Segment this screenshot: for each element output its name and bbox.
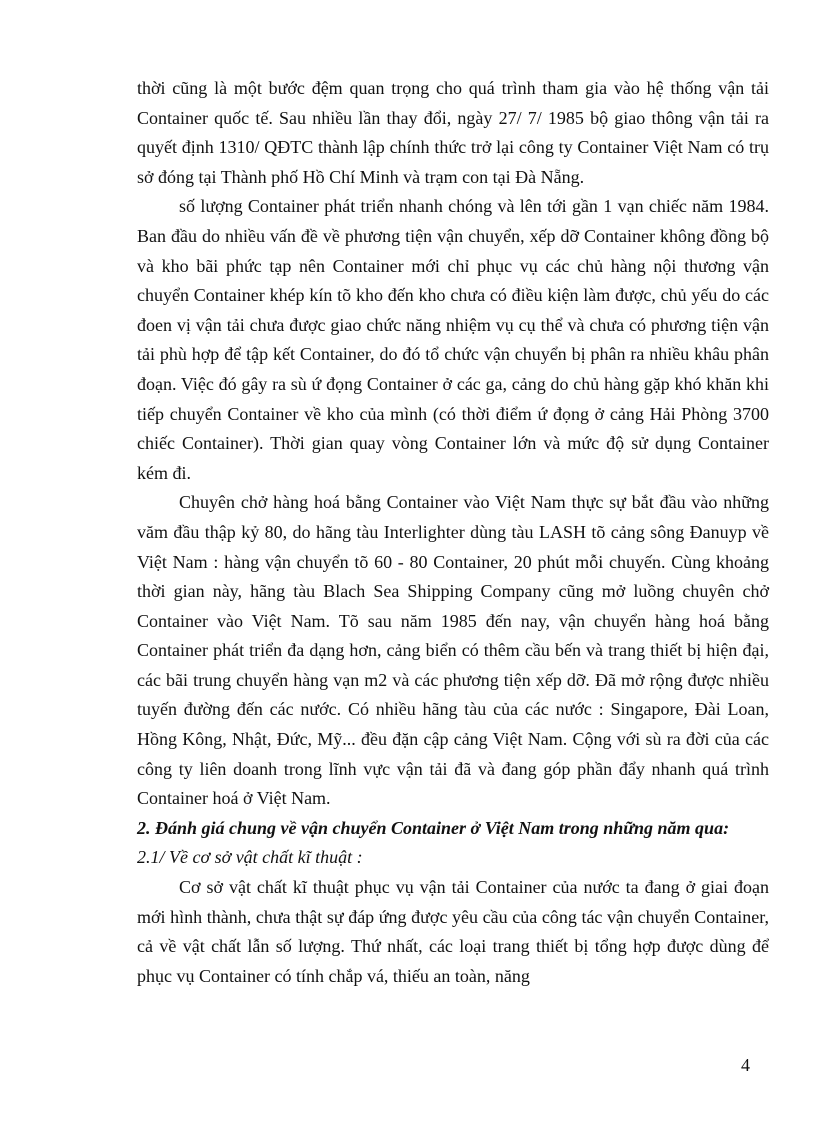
section-heading: 2. Đánh giá chung về vận chuyển Container ở Việt Nam trong những năm qua: xyxy=(137,817,730,838)
page-number: 4 xyxy=(741,1055,750,1075)
document-body xyxy=(137,74,769,991)
paragraph-container-history: Chuyên chở hàng hoá bằng Container vào Việt Nam thực sự bắt đầu vào những văm đầu thập kỷ 80, do hãng tàu Interlighter dùng tàu LASH tõ cảng sông Đanuyp về Việt Nam : hàng vận chuyển tõ 60 - 80 Container, 20 phút mỗi chuyến. Cùng khoảng thời gian này, hãng tàu Blach Sea Shipping Company cũng mở luồng chuyên chở Container vào Việt Nam. Tõ sau năm 1985 đến nay, vận chuyển hàng hoá bằng Container phát triển đa dạng hơn, cảng biển có thêm cầu bến và trang thiết bị hiện đại, các bãi trung chuyển hàng vạn m2 và các phương tiện xếp dỡ. Đã mở rộng được nhiều tuyến đường đến các nước. Có nhiều hãng tàu của các nước : Singapore, Đài Loan, Hồng Kông, Nhật, Đức, Mỹ... đều đặn cập cảng Việt Nam. Cộng với sù ra đời của các công ty liên doanh trong lĩnh vực vận tải đã và đang góp phần đẩy nhanh quá trình Container hoá ở Việt Nam. xyxy=(137,492,769,809)
paragraph-container-growth: số lượng Container phát triển nhanh chóng và lên tới gần 1 vạn chiếc năm 1984. Ban đầu do nhiều vấn đề về phương tiện vận chuyển, xếp dỡ Container không đồng bộ và kho bãi phức tạp nên Container mới chỉ phục vụ các chủ hàng nội thương vận chuyển Container khép kín tõ kho đến kho chưa có điều kiện làm được, chủ yếu do các đoen vị vận tải chưa được giao chức năng nhiệm vụ cụ thể và chưa có phương tiện vận tải phù hợp để tập kết Container, do đó tổ chức vận chuyển bị phân ra nhiều khâu phân đoạn. Việc đó gây ra sù ứ đọng Container ở các ga, cảng do chủ hàng gặp khó khăn khi tiếp chuyển Container về kho của mình (có thời điểm ứ đọng ở cảng Hải Phòng 3700 chiếc Container). Thời gian quay vòng Container lớn và mức độ sử dụng Container kém đi. xyxy=(137,196,769,483)
paragraph-infrastructure: Cơ sở vật chất kĩ thuật phục vụ vận tải Container của nước ta đang ở giai đoạn mới hình thành, chưa thật sự đáp ứng được yêu cầu của công tác vận chuyển Container, cả về vật chất lẫn số lượng. Thứ nhất, các loại trang thiết bị tổng hợp được dùng để phục vụ Container có tính chắp vá, thiếu an toàn, năng xyxy=(137,877,769,986)
subsection-heading: 2.1/ Về cơ sở vật chất kĩ thuật : xyxy=(137,847,363,868)
paragraph-continuation: thời cũng là một bước đệm quan trọng cho quá trình tham gia vào hệ thống vận tải Container quốc tế. Sau nhiều lần thay đổi, ngày 27/ 7/ 1985 bộ giao thông vận tải ra quyết định 1310/ QĐTC thành lập chính thức trở lại công ty Container Việt Nam có trụ sở đóng tại Thành phố Hồ Chí Minh và trạm con tại Đà Nẵng. xyxy=(137,78,769,187)
